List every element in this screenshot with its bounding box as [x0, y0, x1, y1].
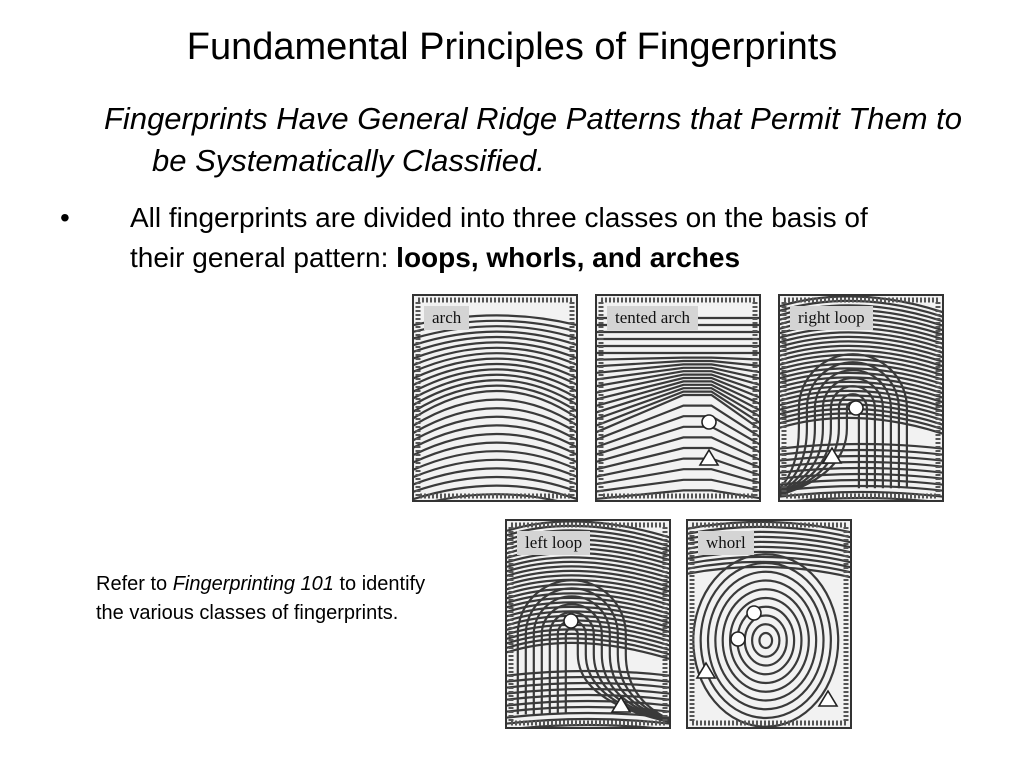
- slide-subtitle: Fingerprints Have General Ridge Patterns that Permit Them to be Systematically Classified.: [104, 101, 963, 178]
- fingerprint-right-loop: [778, 294, 944, 502]
- fingerprint-arch-label: arch: [424, 306, 469, 330]
- fingerprint-left-loop-label: left loop: [517, 531, 590, 555]
- bullet-text: [130, 198, 920, 278]
- bullet-marker: •: [60, 202, 70, 233]
- slide-title: Fundamental Principles of Fingerprints: [186, 26, 838, 68]
- caption-text-after: to identify the various classes of fingerprints.: [96, 573, 426, 624]
- fingerprint-left-loop: [505, 519, 671, 729]
- caption-text: [96, 570, 446, 628]
- fingerprint-whorl-label: whorl: [698, 531, 754, 555]
- caption-text-before: Refer to: [96, 573, 173, 595]
- fingerprint-tented-arch-label: tented arch: [607, 306, 698, 330]
- fingerprint-arch: [412, 294, 578, 502]
- bullet-text-bold: loops, whorls, and arches: [396, 242, 741, 273]
- fingerprint-whorl: [686, 519, 852, 729]
- fingerprint-right-loop-label: right loop: [790, 306, 873, 330]
- fingerprint-tented-arch: [595, 294, 761, 502]
- bullet-text-plain: All fingerprints are divided into three classes on the basis of their general pattern:: [130, 202, 868, 273]
- caption-text-italic: Fingerprinting 101: [172, 573, 334, 595]
